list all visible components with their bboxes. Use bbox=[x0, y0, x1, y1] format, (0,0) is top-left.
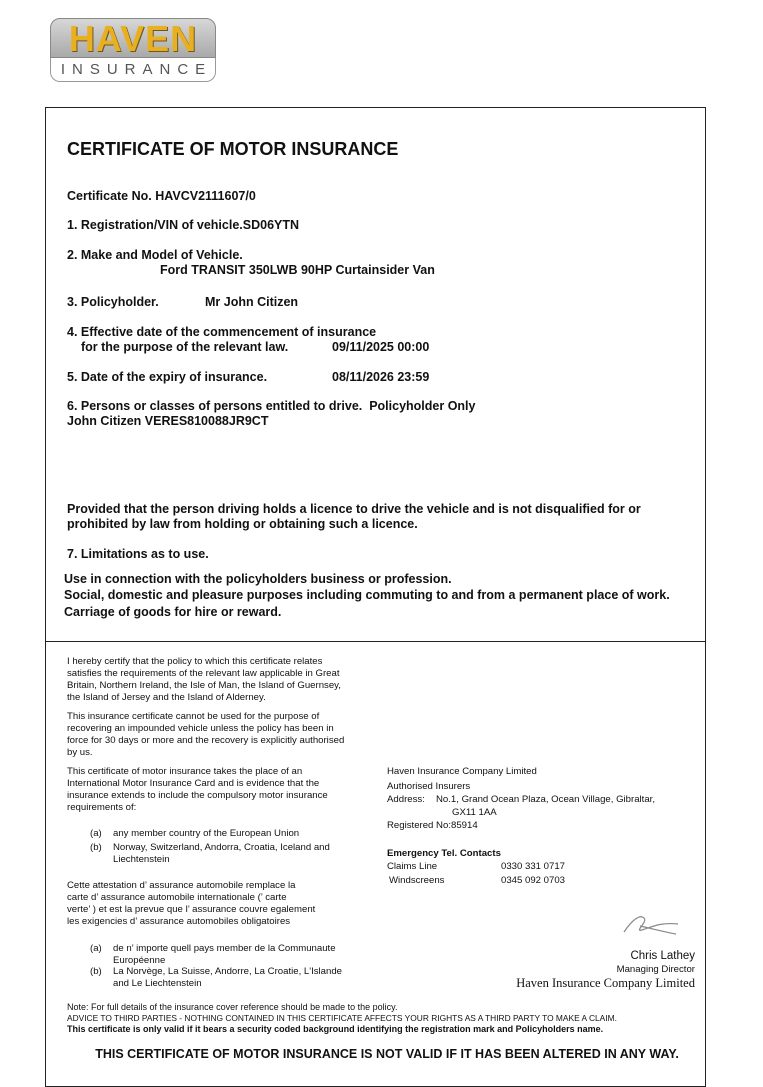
insurer-address-line1: No.1, Grand Ocean Plaza, Ocean Village, Gibraltar, bbox=[436, 794, 655, 805]
paragraph-line: insurance extends to include the compulsory motor insurance bbox=[67, 790, 328, 801]
effective-label-line2: for the purpose of the relevant law. bbox=[81, 340, 289, 354]
list-item-en-a: any member country of the European Union bbox=[113, 828, 300, 839]
certificate-title: CERTIFICATE OF MOTOR INSURANCE bbox=[67, 139, 399, 159]
policyholder-value: Mr John Citizen bbox=[205, 295, 299, 309]
make-model-value: Ford TRANSIT 350LWB 90HP Curtainsider Van bbox=[160, 263, 435, 277]
list-line: Norway, Switzerland, Andorra, Croatia, Iceland and bbox=[113, 842, 330, 853]
certificate-number-value: HAVCV2111607/0 bbox=[155, 189, 256, 203]
signatory-name: Chris Lathey bbox=[630, 950, 695, 962]
limitation-line: Carriage of goods for hire or reward. bbox=[64, 605, 282, 619]
expiry-value: 08/11/2026 23:59 bbox=[332, 370, 430, 384]
list-marker-fr-a: (a) bbox=[90, 943, 102, 954]
french-paragraph bbox=[67, 880, 315, 928]
logo-sub: INSURANCE bbox=[50, 58, 216, 82]
drivers-value: Policyholder Only bbox=[369, 399, 476, 413]
certificate-number bbox=[67, 189, 256, 203]
emergency-value-windscreens: 0345 092 0703 bbox=[501, 875, 566, 886]
imic-paragraph bbox=[67, 766, 328, 814]
list-item-en-b bbox=[113, 842, 330, 866]
emergency-label-claims: Claims Line bbox=[387, 861, 438, 872]
drivers-label: 6. Persons or classes of persons entitled to drive. bbox=[67, 399, 363, 413]
list-item-fr-a bbox=[113, 943, 336, 967]
logo-brand: HAVEN bbox=[50, 18, 216, 58]
list-marker-fr-b: (b) bbox=[90, 966, 102, 977]
certificate-number-label: Certificate No. bbox=[67, 189, 152, 203]
signatory-title: Managing Director bbox=[616, 964, 695, 975]
insurer-name: Haven Insurance Company Limited bbox=[387, 766, 537, 777]
insurer-role: Authorised Insurers bbox=[387, 781, 471, 792]
paragraph-line: carte d’ assurance automobile internationale (’ carte bbox=[67, 892, 287, 903]
limitations-label: 7. Limitations as to use. bbox=[67, 547, 209, 561]
paragraph-line: recovering an impounded vehicle unless the policy has been in bbox=[67, 723, 334, 734]
provided-line-1: Provided that the person driving holds a licence to drive the vehicle and is not disqualified for or bbox=[67, 502, 641, 516]
haven-logo bbox=[50, 18, 216, 82]
limitation-line: Use in connection with the policyholders business or profession. bbox=[64, 572, 452, 586]
registration-field bbox=[67, 218, 299, 232]
paragraph-line: verte’ ) et est la prevue que l’ assurance couvre egalement bbox=[67, 904, 316, 915]
paragraph-line: This certificate of motor insurance takes the place of an bbox=[67, 766, 303, 777]
footer-warning: THIS CERTIFICATE OF MOTOR INSURANCE IS NOT VALID IF IT HAS BEEN ALTERED IN ANY WAY. bbox=[95, 1047, 679, 1061]
registration-label: 1. Registration/VIN of vehicle. bbox=[67, 218, 243, 232]
list-marker-en-b: (b) bbox=[90, 842, 102, 853]
signatory-company: Haven Insurance Company Limited bbox=[516, 976, 695, 990]
paragraph-line: Cette attestation d’ assurance automobile remplace la bbox=[67, 880, 296, 891]
make-model-label: 2. Make and Model of Vehicle. bbox=[67, 248, 243, 262]
drivers-field bbox=[67, 399, 475, 413]
insurer-address-line2: GX11 1AA bbox=[452, 807, 497, 818]
driver-line: John Citizen VERES810088JR9CT bbox=[67, 414, 269, 428]
policyholder-label: 3. Policyholder. bbox=[67, 295, 159, 309]
paragraph-line: force for 30 days or more and the recovery is explicitly authorised bbox=[67, 735, 345, 746]
paragraph-line: I hereby certify that the policy to which this certificate relates bbox=[67, 656, 323, 667]
certify-paragraph bbox=[67, 656, 341, 704]
paragraph-line: les exigencies d’ assurance automobiles obligatoires bbox=[67, 916, 291, 927]
limitation-line: Social, domestic and pleasure purposes including commuting to and from a permanent place of work. bbox=[64, 588, 670, 602]
effective-value: 09/11/2025 00:00 bbox=[332, 340, 430, 354]
effective-label-line1: 4. Effective date of the commencement of insurance bbox=[67, 325, 377, 339]
expiry-label: 5. Date of the expiry of insurance. bbox=[67, 370, 268, 384]
emergency-heading: Emergency Tel. Contacts bbox=[387, 848, 501, 859]
insurer-address-label: Address: bbox=[387, 794, 425, 805]
paragraph-line: International Motor Insurance Card and is evidence that the bbox=[67, 778, 320, 789]
list-item-fr-b bbox=[113, 966, 342, 990]
registration-value: SD06YTN bbox=[242, 218, 300, 232]
provided-line-2: prohibited by law from holding or obtaining such a licence. bbox=[67, 517, 418, 531]
paragraph-line: satisfies the requirements of the relevant law applicable in Great bbox=[67, 668, 340, 679]
note-line: Note: For full details of the insurance cover reference should be made to the policy. bbox=[67, 1002, 398, 1012]
list-line: Liechtenstein bbox=[113, 854, 170, 865]
paragraph-line: This insurance certificate cannot be used for the purpose of bbox=[67, 711, 320, 722]
insurer-registered: Registered No:85914 bbox=[387, 820, 478, 831]
list-line: and Le Liechtenstein bbox=[113, 978, 202, 989]
list-marker-en-a: (a) bbox=[90, 828, 102, 839]
paragraph-line: requirements of: bbox=[67, 802, 137, 813]
list-line: Européenne bbox=[113, 955, 166, 966]
paragraph-line: Britain, Northern Ireland, the Isle of Man, the Island of Guernsey, bbox=[67, 680, 341, 691]
emergency-value-claims: 0330 331 0717 bbox=[501, 861, 566, 872]
section-divider bbox=[45, 641, 706, 642]
advice-line: ADVICE TO THIRD PARTIES - NOTHING CONTAINED IN THIS CERTIFICATE AFFECTS YOUR RIGHTS AS A THIRD PARTY TO MAKE A CLAIM. bbox=[67, 1013, 617, 1023]
paragraph-line: by us. bbox=[67, 747, 93, 758]
signature-scribble bbox=[620, 912, 682, 938]
list-line: La Norvège, La Suisse, Andorre, La Croatie, L'Islande bbox=[113, 966, 343, 977]
emergency-label-windscreens: Windscreens bbox=[389, 875, 445, 886]
list-line: de n’ importe quell pays member de la Communaute bbox=[113, 943, 336, 954]
validity-line: This certificate is only valid if it bears a security coded background identifying the registration mark and Policyholders name. bbox=[67, 1024, 604, 1034]
paragraph-line: the Island of Jersey and the Island of Alderney. bbox=[67, 692, 266, 703]
impound-paragraph bbox=[67, 711, 344, 759]
